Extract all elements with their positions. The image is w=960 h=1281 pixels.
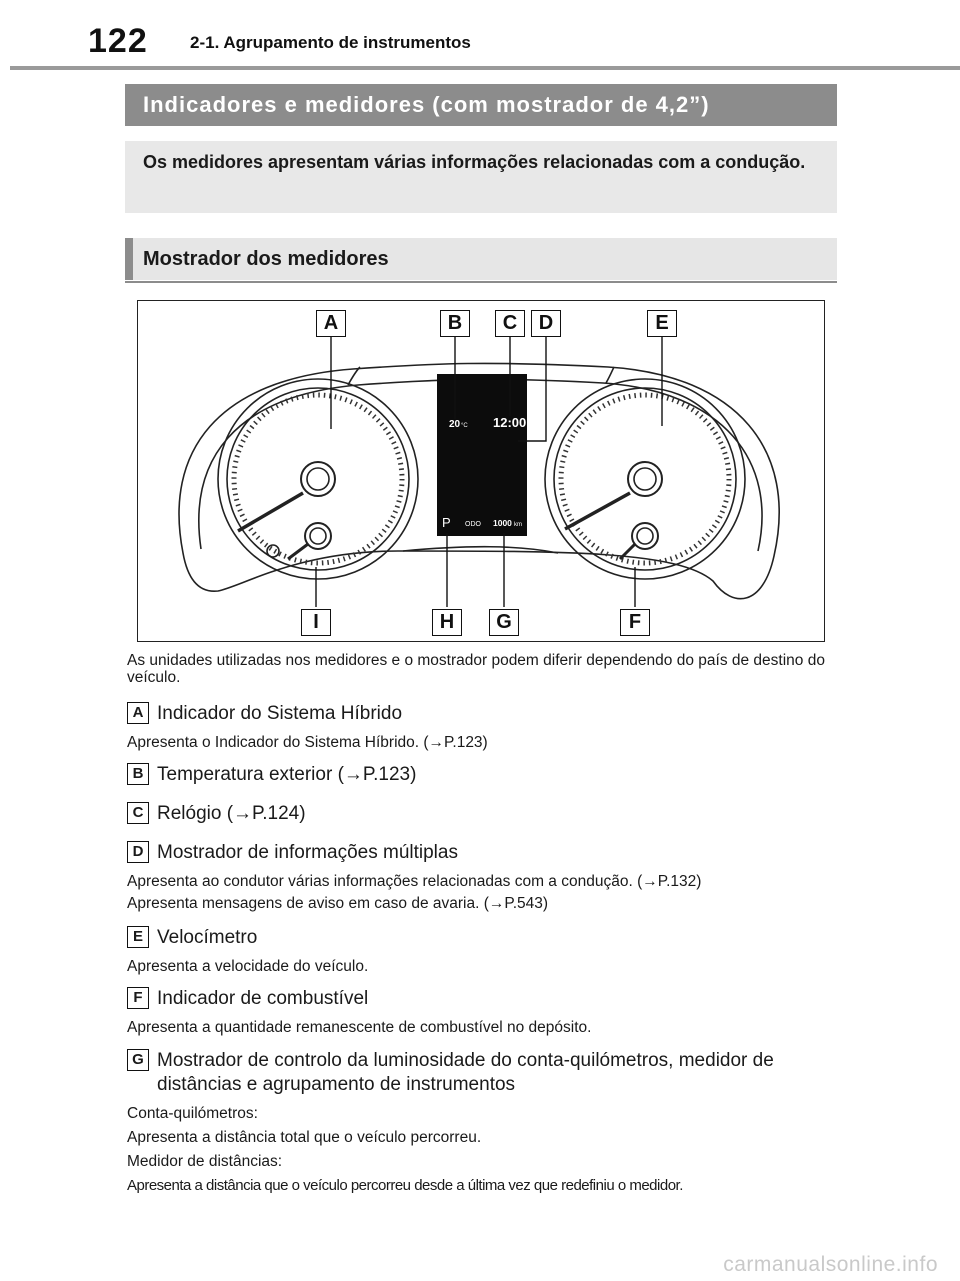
callout-i: I: [301, 609, 331, 636]
item-f: [127, 987, 847, 1039]
display-clock: 12:00: [493, 415, 527, 430]
instrument-cluster-figure: [137, 300, 825, 642]
display-odo-value: 1000: [493, 518, 512, 528]
page-title: Indicadores e medidores (com mostrador de 4,2”): [125, 84, 837, 126]
page-number: 122: [88, 22, 148, 60]
item-tag-f: F: [127, 987, 149, 1009]
callout-a: A: [316, 310, 346, 337]
multi-information-display: [437, 374, 527, 536]
display-odo-label: ODO: [465, 521, 481, 528]
item-description: Conta-quilómetros:: [127, 1105, 258, 1122]
item-description: Apresenta a distância total que o veículo percorreu.: [127, 1129, 482, 1146]
subsection-title: Mostrador dos medidores: [125, 238, 837, 280]
item-label: Mostrador de controlo da luminosidade do conta-quilómetros, medidor de distâncias e agrupamento de instrumentos: [157, 1050, 774, 1095]
item-g: [127, 1049, 847, 1197]
item-tag-d: D: [127, 841, 149, 863]
section-header: 2-1. Agrupamento de instrumentos: [190, 33, 471, 52]
item-label: Indicador do Sistema Híbrido: [157, 703, 403, 724]
display-temperature: 20: [449, 419, 461, 430]
display-odo-unit: km: [514, 522, 522, 528]
callout-d: D: [531, 310, 561, 337]
left-meter: [218, 379, 418, 579]
item-d: [127, 841, 847, 915]
item-description: Apresenta mensagens de aviso em caso de avaria. (→P.543): [127, 895, 549, 912]
subsection-divider: [125, 281, 837, 283]
item-tag-c: C: [127, 802, 149, 824]
item-tag-e: E: [127, 926, 149, 948]
right-meter: [545, 379, 745, 579]
item-description: Apresenta a velocidade do veículo.: [127, 958, 369, 975]
item-a: [127, 702, 847, 754]
display-gear: P: [442, 515, 451, 530]
callout-g: G: [489, 609, 519, 636]
item-label: Temperatura exterior (→P.123): [157, 764, 417, 785]
item-label: Indicador de combustível: [157, 988, 369, 1009]
callout-e: E: [647, 310, 677, 337]
item-tag-a: A: [127, 702, 149, 724]
instrument-cluster-illustration: [138, 301, 826, 643]
header-divider: [10, 66, 960, 70]
item-description: Apresenta o Indicador do Sistema Híbrido. (→P.123): [127, 734, 488, 751]
display-temp-unit: °C: [461, 423, 468, 429]
units-note: As unidades utilizadas nos medidores e o mostrador podem diferir dependendo do país de destino do veículo.: [127, 652, 825, 686]
callout-c: C: [495, 310, 525, 337]
item-description: Apresenta ao condutor várias informações relacionadas com a condução. (→P.132): [127, 873, 702, 890]
item-tag-b: B: [127, 763, 149, 785]
item-label: Mostrador de informações múltiplas: [157, 842, 458, 863]
callout-b: B: [440, 310, 470, 337]
item-e: [127, 926, 847, 978]
item-description: Medidor de distâncias:: [127, 1153, 283, 1170]
callout-h: H: [432, 609, 462, 636]
item-label: Relógio (→P.124): [157, 803, 306, 824]
item-tag-g: G: [127, 1049, 149, 1071]
intro-text: Os medidores apresentam várias informações relacionadas com a condução.: [125, 141, 837, 213]
item-label: Velocímetro: [157, 927, 258, 948]
item-b: [127, 763, 847, 787]
watermark: carmanualsonline.info: [723, 1253, 938, 1276]
item-description: Apresenta a distância que o veículo percorreu desde a última vez que redefiniu o medidor.: [127, 1177, 683, 1194]
callout-f: F: [620, 609, 650, 636]
item-description: Apresenta a quantidade remanescente de combustível no depósito.: [127, 1019, 592, 1036]
item-c: [127, 802, 847, 826]
cluster-top-trim-right: [606, 367, 614, 383]
